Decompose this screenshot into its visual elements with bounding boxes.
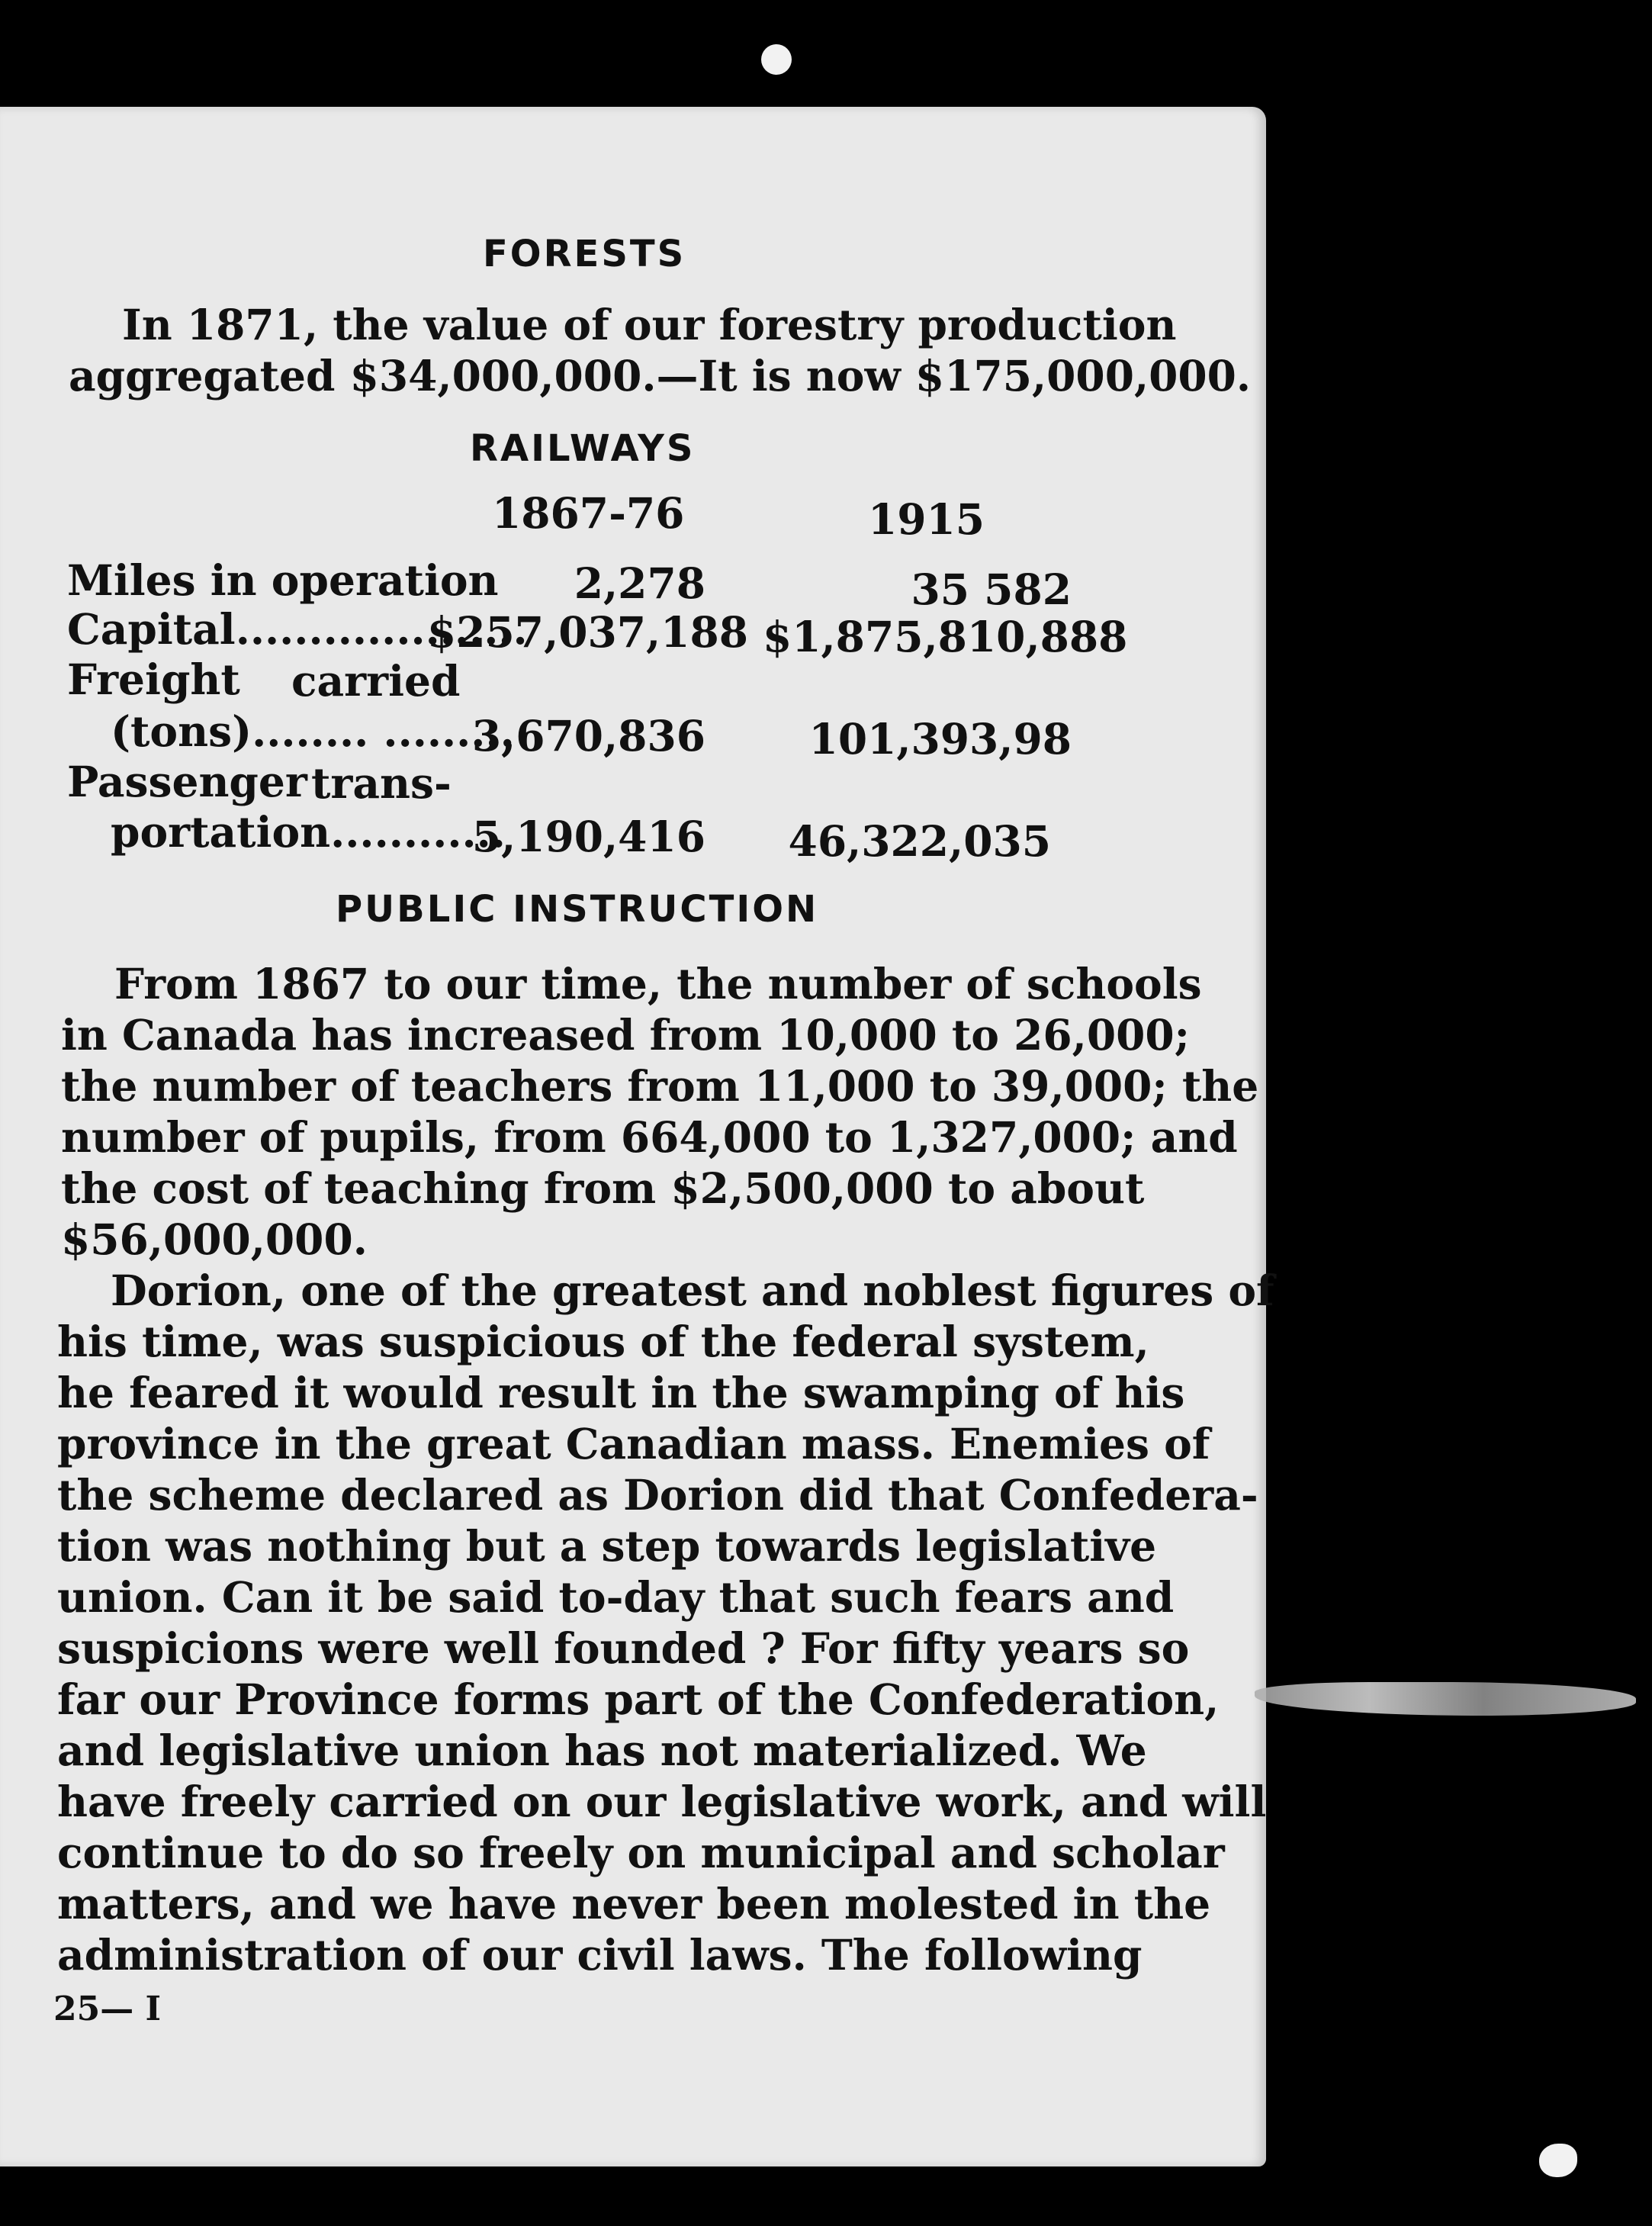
text-line: Dorion, one of the greatest and noblest figures of: [111, 1266, 1274, 1315]
text-line: the cost of teaching from $2,500,000 to about: [61, 1163, 1145, 1213]
text-line: From 1867 to our time, the number of schools: [114, 959, 1202, 1008]
row-value-1915-capital: $1,875,810,888: [763, 612, 1128, 661]
text-line: continue to do so freely on municipal and scholar: [57, 1828, 1225, 1877]
section-heading-forests: FORESTS: [483, 233, 686, 275]
col-header-1867: 1867-76: [492, 488, 685, 538]
row-label-freight-b: carried: [291, 656, 461, 706]
row-value-1867-capital: $257,037,188: [427, 607, 748, 657]
row-label-passenger: Passenger: [67, 757, 307, 806]
row-value-1867-freight: 3,670,836: [471, 711, 705, 761]
text-line: $56,000,000.: [61, 1214, 368, 1264]
text-line: administration of our civil laws. The following: [57, 1930, 1143, 1980]
dust-speck: [761, 44, 792, 75]
row-label-capital: Capital....................: [67, 604, 528, 654]
dust-speck: [1539, 2144, 1577, 2177]
text-line: have freely carried on our legislative work, and will: [57, 1777, 1267, 1826]
text-line: union. Can it be said to-day that such fears and: [57, 1572, 1175, 1622]
page-signature-mark: 25— I: [53, 1990, 162, 2028]
row-value-1867-passenger: 5,190,416: [471, 812, 705, 861]
text-line: province in the great Canadian mass. Enemies of: [57, 1419, 1210, 1468]
row-label-passenger-portation: portation............: [111, 807, 506, 857]
text-line: he feared it would result in the swamping of his: [57, 1368, 1185, 1417]
text-line: far our Province forms part of the Confederation,: [57, 1674, 1220, 1724]
row-label-freight-tons: (tons)........ .........: [111, 706, 515, 756]
row-label-passenger-b: trans-: [311, 758, 452, 808]
section-heading-railways: RAILWAYS: [470, 427, 696, 470]
text-line: the scheme declared as Dorion did that Confedera-: [57, 1470, 1258, 1520]
row-label-miles: Miles in operation: [67, 555, 499, 605]
text-line: aggregated $34,000,000.—It is now $175,000,000.: [69, 351, 1252, 400]
row-value-1915-miles: 35 582: [911, 565, 1072, 614]
public-instruction-paragraph-2: [57, 1265, 1274, 1980]
text-line: suspicions were well founded ? For fifty years so: [57, 1623, 1190, 1673]
text-line: the number of teachers from 11,000 to 39,000; the: [61, 1061, 1259, 1111]
text-line: and legislative union has not materialized. We: [57, 1726, 1147, 1775]
public-instruction-paragraph-1: [61, 958, 1259, 1265]
text-line: In 1871, the value of our forestry production: [122, 300, 1177, 349]
row-label-freight: Freight: [67, 655, 240, 704]
forests-paragraph: [69, 299, 1252, 401]
text-line: his time, was suspicious of the federal system,: [57, 1317, 1149, 1366]
col-header-1915: 1915: [868, 494, 985, 544]
text-line: matters, and we have never been molested in the: [57, 1879, 1211, 1928]
text-line: tion was nothing but a step towards legislative: [57, 1521, 1157, 1571]
row-value-1915-freight: 101,393,98: [808, 714, 1072, 764]
row-value-1915-passenger: 46,322,035: [788, 816, 1051, 866]
paper-scrap: [1255, 1682, 1636, 1716]
row-value-1867-miles: 2,278: [574, 558, 705, 608]
text-line: number of pupils, from 664,000 to 1,327,000; and: [61, 1112, 1238, 1162]
section-heading-public-instruction: PUBLIC INSTRUCTION: [336, 888, 819, 931]
text-line: in Canada has increased from 10,000 to 26,000;: [61, 1010, 1190, 1060]
